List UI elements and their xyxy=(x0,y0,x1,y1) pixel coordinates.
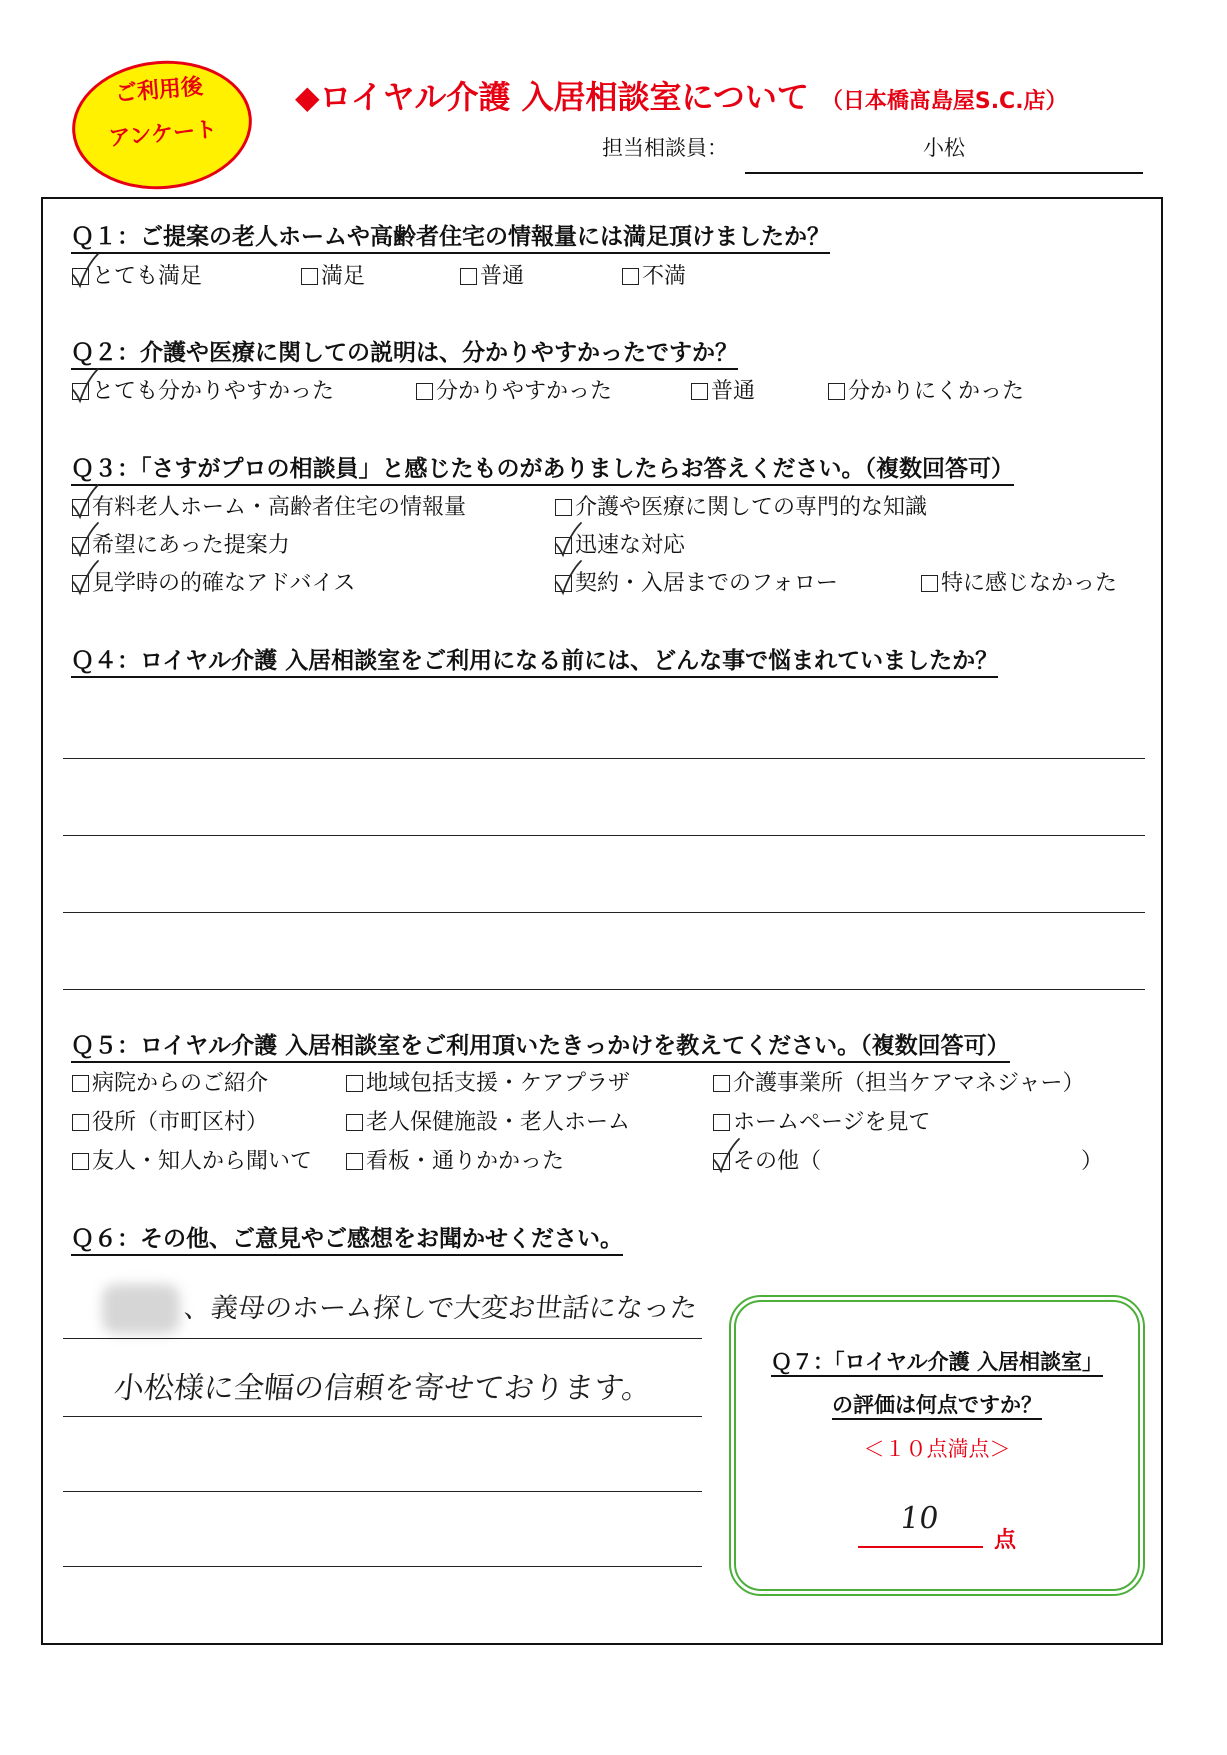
option-label: 普通 xyxy=(711,379,756,404)
q2-question: Ｑ２：介護や医療に関しての説明は、分かりやすかったですか？ xyxy=(71,340,738,370)
checkmark-stroke xyxy=(714,1139,739,1171)
checkmark-stroke xyxy=(73,254,98,286)
option-label: その他 xyxy=(733,1149,800,1174)
q3-option-proposal xyxy=(71,533,290,559)
checkmark-icon xyxy=(553,559,583,595)
q3-option-nothing xyxy=(920,571,1117,597)
q6-question: Ｑ６：その他、ご意見やご感想をお聞かせください。 xyxy=(71,1226,623,1256)
answer-line xyxy=(63,912,1145,913)
option-label: 分かりやすかった xyxy=(436,379,613,404)
q1-option-very-satisfied xyxy=(71,264,202,290)
option-label: とても満足 xyxy=(92,264,203,289)
answer-line xyxy=(63,989,1145,990)
q5-option-other xyxy=(712,1149,821,1175)
option-label: 満足 xyxy=(321,264,366,289)
q5-question: Ｑ５：ロイヤル介護 入居相談室をご利用頂いたきっかけを教えてください。（複数回答可） xyxy=(71,1033,1010,1063)
checkbox xyxy=(555,537,572,554)
checkbox xyxy=(416,383,433,400)
q1-option-average xyxy=(459,264,524,290)
checkbox xyxy=(691,383,708,400)
q7-scale-note: ＜１０点満点＞ xyxy=(863,1437,1011,1461)
answer-line xyxy=(63,758,1145,759)
option-label: 特に感じなかった xyxy=(941,571,1118,596)
checkbox xyxy=(713,1114,730,1131)
checkbox xyxy=(72,575,89,592)
checkbox xyxy=(72,268,89,285)
option-label: 普通 xyxy=(480,264,525,289)
checkmark-stroke xyxy=(73,523,98,555)
checkbox xyxy=(713,1075,730,1092)
checkmark-icon xyxy=(70,252,100,288)
checkbox xyxy=(72,1075,89,1092)
q3-option-visit-advice xyxy=(71,571,355,597)
checkbox xyxy=(346,1075,363,1092)
q5-option-nursing-facility xyxy=(345,1110,630,1136)
option-label: 見学時の的確なアドバイス xyxy=(92,571,356,596)
q5-option-homepage xyxy=(712,1110,931,1136)
checkbox xyxy=(713,1153,730,1170)
q1-option-dissatisfied xyxy=(621,264,686,290)
counselor-name: 小松 xyxy=(923,136,965,160)
checkmark-stroke xyxy=(556,523,581,555)
option-label: とても分かりやすかった xyxy=(92,379,335,404)
checkbox xyxy=(72,499,89,516)
q5-option-care-office xyxy=(712,1071,1085,1097)
q4-question: Ｑ４：ロイヤル介護 入居相談室をご利用になる前には、どんな事で悩まれていましたか？ xyxy=(71,648,998,678)
handwritten-answer-line-1: 、義母のホーム探しで大変お世話になった xyxy=(182,1293,699,1324)
q7-question-line-1-text: Ｑ７：「ロイヤル介護 入居相談室」 xyxy=(771,1350,1103,1377)
store-name: （日本橋髙島屋S.C.店） xyxy=(820,89,1068,114)
checkmark-stroke xyxy=(73,561,98,593)
option-label: 希望にあった提案力 xyxy=(92,533,290,558)
survey-sheet xyxy=(41,197,1163,1645)
q3-option-follow-up xyxy=(554,571,838,597)
page-title-text: ◆ロイヤル介護 入居相談室について xyxy=(295,78,809,116)
checkmark-icon xyxy=(70,367,100,403)
redacted-name xyxy=(102,1284,180,1334)
q7-rating-box xyxy=(729,1295,1145,1596)
checkmark-icon xyxy=(70,559,100,595)
checkbox xyxy=(72,1114,89,1131)
checkmark-icon xyxy=(553,521,583,557)
checkbox xyxy=(460,268,477,285)
option-label: 不満 xyxy=(642,264,687,289)
q3-option-expert-knowledge xyxy=(554,495,927,521)
badge-line-1: ご利用後 xyxy=(114,74,204,107)
checkmark-stroke xyxy=(73,369,98,401)
option-label: 介護事業所（担当ケアマネジャー） xyxy=(733,1071,1085,1096)
option-label: 分かりにくかった xyxy=(848,379,1025,404)
q5-option-friend xyxy=(71,1149,312,1175)
option-label: 看板・通りかかった xyxy=(366,1149,565,1174)
q7-question-line-1 xyxy=(736,1349,1138,1375)
other-paren-open: （ xyxy=(799,1149,822,1174)
checkbox xyxy=(72,1153,89,1170)
checkbox xyxy=(555,499,572,516)
option-label: 友人・知人から聞いて xyxy=(92,1149,313,1174)
after-use-survey-badge xyxy=(67,53,257,196)
checkbox xyxy=(622,268,639,285)
q7-score-unit: 点 xyxy=(994,1528,1017,1553)
option-label: 介護や医療に関しての専門的な知識 xyxy=(575,495,928,520)
q7-handwritten-score: 10 xyxy=(897,1501,941,1536)
checkbox xyxy=(828,383,845,400)
q7-question-line-2-text: の評価は何点ですか？ xyxy=(832,1393,1042,1420)
checkmark-icon xyxy=(70,483,100,519)
checkbox xyxy=(301,268,318,285)
other-paren-close: ） xyxy=(1081,1149,1104,1174)
answer-line xyxy=(63,835,1145,836)
answer-line xyxy=(63,1338,702,1339)
checkbox xyxy=(72,383,89,400)
checkbox xyxy=(555,575,572,592)
option-label: 病院からのご紹介 xyxy=(92,1071,269,1096)
checkmark-icon xyxy=(711,1137,741,1173)
checkmark-stroke xyxy=(73,485,98,517)
q2-option-very-clear xyxy=(71,379,334,405)
q5-option-signboard xyxy=(345,1149,564,1175)
q2-option-average xyxy=(690,379,755,405)
q5-option-care-plaza xyxy=(345,1071,630,1097)
page-title xyxy=(295,78,1068,121)
q5-option-city-office xyxy=(71,1110,268,1136)
q1-question: Ｑ１：ご提案の老人ホームや高齢者住宅の情報量には満足頂けましたか？ xyxy=(71,224,830,254)
checkbox xyxy=(72,537,89,554)
answer-line xyxy=(63,1416,702,1417)
checkbox xyxy=(921,575,938,592)
option-label: 役所（市町区村） xyxy=(92,1110,269,1135)
option-label: 契約・入居までのフォロー xyxy=(575,571,838,596)
checkbox xyxy=(346,1153,363,1170)
q2-option-clear xyxy=(415,379,612,405)
q5-option-hospital xyxy=(71,1071,268,1097)
checkmark-icon xyxy=(70,521,100,557)
q3-option-info-amount xyxy=(71,495,466,521)
option-label: 老人保健施設・老人ホーム xyxy=(366,1110,631,1135)
answer-line xyxy=(63,1491,702,1492)
option-label: 地域包括支援・ケアプラザ xyxy=(366,1071,631,1096)
q1-option-satisfied xyxy=(300,264,365,290)
option-label: ホームページを見て xyxy=(733,1110,931,1135)
checkmark-stroke xyxy=(556,561,581,593)
checkbox xyxy=(346,1114,363,1131)
counselor-underline xyxy=(745,172,1143,174)
option-label: 有料老人ホーム・高齢者住宅の情報量 xyxy=(92,495,467,520)
badge-line-2: アンケート xyxy=(107,117,219,152)
counselor-label: 担当相談員： xyxy=(602,136,728,160)
q7-score-underline xyxy=(858,1546,983,1548)
q7-question-line-2 xyxy=(736,1392,1138,1418)
q3-question: Ｑ３：「さすがプロの相談員」と感じたものがありましたらお答えください。（複数回答可） xyxy=(71,456,1014,486)
q3-option-quick-response xyxy=(554,533,685,559)
answer-line xyxy=(63,1566,702,1567)
q2-option-unclear xyxy=(827,379,1024,405)
handwritten-answer-line-2: 小松様に全幅の信頼を寄せております。 xyxy=(112,1371,654,1406)
option-label: 迅速な対応 xyxy=(575,533,686,558)
